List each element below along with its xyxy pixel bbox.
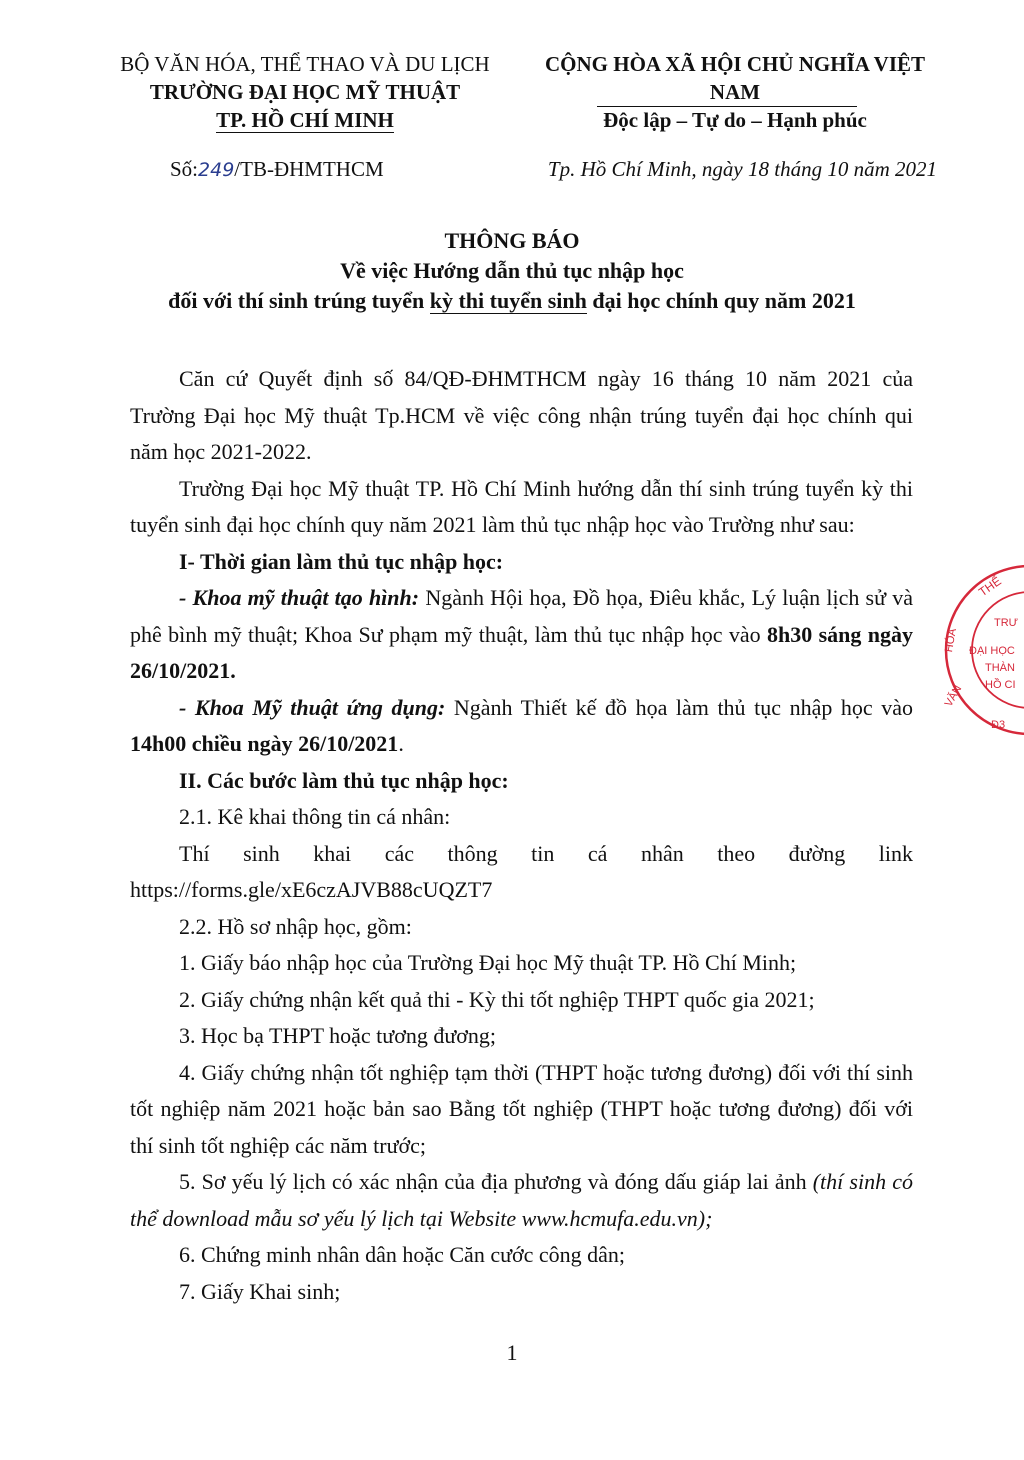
form-link[interactable]: https://forms.gle/xE6czAJVB88cUQZT7 bbox=[130, 877, 493, 902]
list-item: 6. Chứng minh nhân dân hoặc Căn cước công dân; bbox=[179, 1242, 626, 1267]
list-item: 3. Học bạ THPT hoặc tương đương; bbox=[179, 1023, 496, 1048]
svg-text:VĂN: VĂN bbox=[942, 683, 965, 709]
step-2-2: 2.2. Hồ sơ nhập học, gồm: bbox=[179, 913, 412, 939]
motto-underline bbox=[597, 106, 857, 107]
section-1-item-a: - Khoa mỹ thuật tạo hình: Ngành Hội họa, Đồ họa, Điêu khắc, Lý luận lịch sử và phê bình mỹ thuật; Khoa Sư phạm mỹ thuật, làm thủ tục nhập học vào 8h30 sáng ngày 26/10/2021. bbox=[130, 585, 913, 683]
list-item: 2. Giấy chứng nhận kết quả thi - Kỳ thi tốt nghiệp THPT quốc gia 2021; bbox=[179, 986, 815, 1012]
svg-text:ĐẠI HỌC: ĐẠI HỌC bbox=[969, 645, 1015, 657]
national-motto: Độc lập – Tự do – Hạnh phúc bbox=[603, 108, 867, 132]
step-2-1-text: Thí sinh khai các thông tin cá nhân theo đường link bbox=[179, 840, 913, 866]
ministry-name: BỘ VĂN HÓA, THỂ THAO VÀ DU LỊCH bbox=[120, 52, 490, 76]
list-item: 4. Giấy chứng nhận tốt nghiệp tạm thời (THPT hoặc tương đương) đối với thí sinh tốt nghiệp năm 2021 hoặc bản sao Bằng tốt nghiệp (THPT hoặc tương đương) đối với thí sinh tốt nghiệp các năm trước; bbox=[130, 1059, 913, 1158]
school-name-line2: TP. HỒ CHÍ MINH bbox=[216, 108, 394, 132]
date-line: Tp. Hồ Chí Minh, ngày 18 tháng 10 năm 2021 bbox=[547, 157, 937, 181]
national-header bbox=[520, 50, 950, 134]
doc-subtitle: Về việc Hướng dẫn thủ tục nhập học bbox=[340, 258, 684, 283]
list-item: 1. Giấy báo nhập học của Trường Đại học Mỹ thuật TP. Hồ Chí Minh; bbox=[179, 950, 797, 975]
handwritten-number: 249 bbox=[198, 159, 235, 181]
svg-text:THÀN: THÀN bbox=[985, 662, 1015, 674]
section-2-heading: II. Các bước làm thủ tục nhập học: bbox=[179, 767, 509, 793]
svg-text:HỒ CI: HỒ CI bbox=[985, 679, 1016, 691]
doc-number-suffix: /TB-ĐHMTHCM bbox=[234, 157, 384, 181]
red-seal-stamp-icon bbox=[935, 560, 1024, 740]
list-item: 7. Giấy Khai sinh; bbox=[179, 1278, 341, 1304]
page-number: 1 bbox=[506, 1340, 518, 1365]
doc-number-prefix: Số: bbox=[170, 157, 199, 181]
document-number bbox=[170, 157, 384, 182]
svg-text:Đ3: Đ3 bbox=[991, 719, 1006, 731]
step-2-1: 2.1. Kê khai thông tin cá nhân: bbox=[179, 804, 451, 829]
svg-text:THỂ: THỂ bbox=[976, 573, 1004, 600]
issuer-header bbox=[95, 50, 515, 134]
doc-title: THÔNG BÁO bbox=[444, 228, 580, 253]
paragraph-intro: Trường Đại học Mỹ thuật TP. Hồ Chí Minh hướng dẫn thí sinh trúng tuyển kỳ thi tuyển sinh đại học chính quy năm 2021 làm thủ tục nhập học vào Trường như sau: bbox=[130, 475, 913, 537]
school-name-line1: TRƯỜNG ĐẠI HỌC MỸ THUẬT bbox=[149, 80, 461, 104]
paragraph-basis: Căn cứ Quyết định số 84/QĐ-ĐHMTHCM ngày 16 tháng 10 năm 2021 của Trường Đại học Mỹ thuật Tp.HCM về việc công nhận trúng tuyển đại học chính qui năm học 2021-2022. bbox=[130, 366, 913, 464]
section-1-heading: I- Thời gian làm thủ tục nhập học: bbox=[179, 548, 504, 574]
republic-name: CỘNG HÒA XÃ HỘI CHỦ NGHĨA VIỆT NAM bbox=[545, 52, 925, 104]
document-body bbox=[130, 361, 913, 1310]
doc-subtitle-line2: đối với thí sinh trúng tuyển kỳ thi tuyển sinh đại học chính quy năm 2021 bbox=[168, 288, 856, 313]
svg-text:TRƯ: TRƯ bbox=[994, 617, 1019, 629]
section-1-item-b: - Khoa Mỹ thuật ứng dụng: Ngành Thiết kế đồ họa làm thủ tục nhập học vào 14h00 chiều ngày 26/10/2021. bbox=[130, 694, 913, 756]
svg-text:HÓA: HÓA bbox=[943, 627, 959, 654]
list-item: 5. Sơ yếu lý lịch có xác nhận của địa phương và đóng dấu giáp lai ảnh (thí sinh có thể download mẫu sơ yếu lý lịch tại Website www.hcmufa.edu.vn); bbox=[130, 1169, 913, 1231]
